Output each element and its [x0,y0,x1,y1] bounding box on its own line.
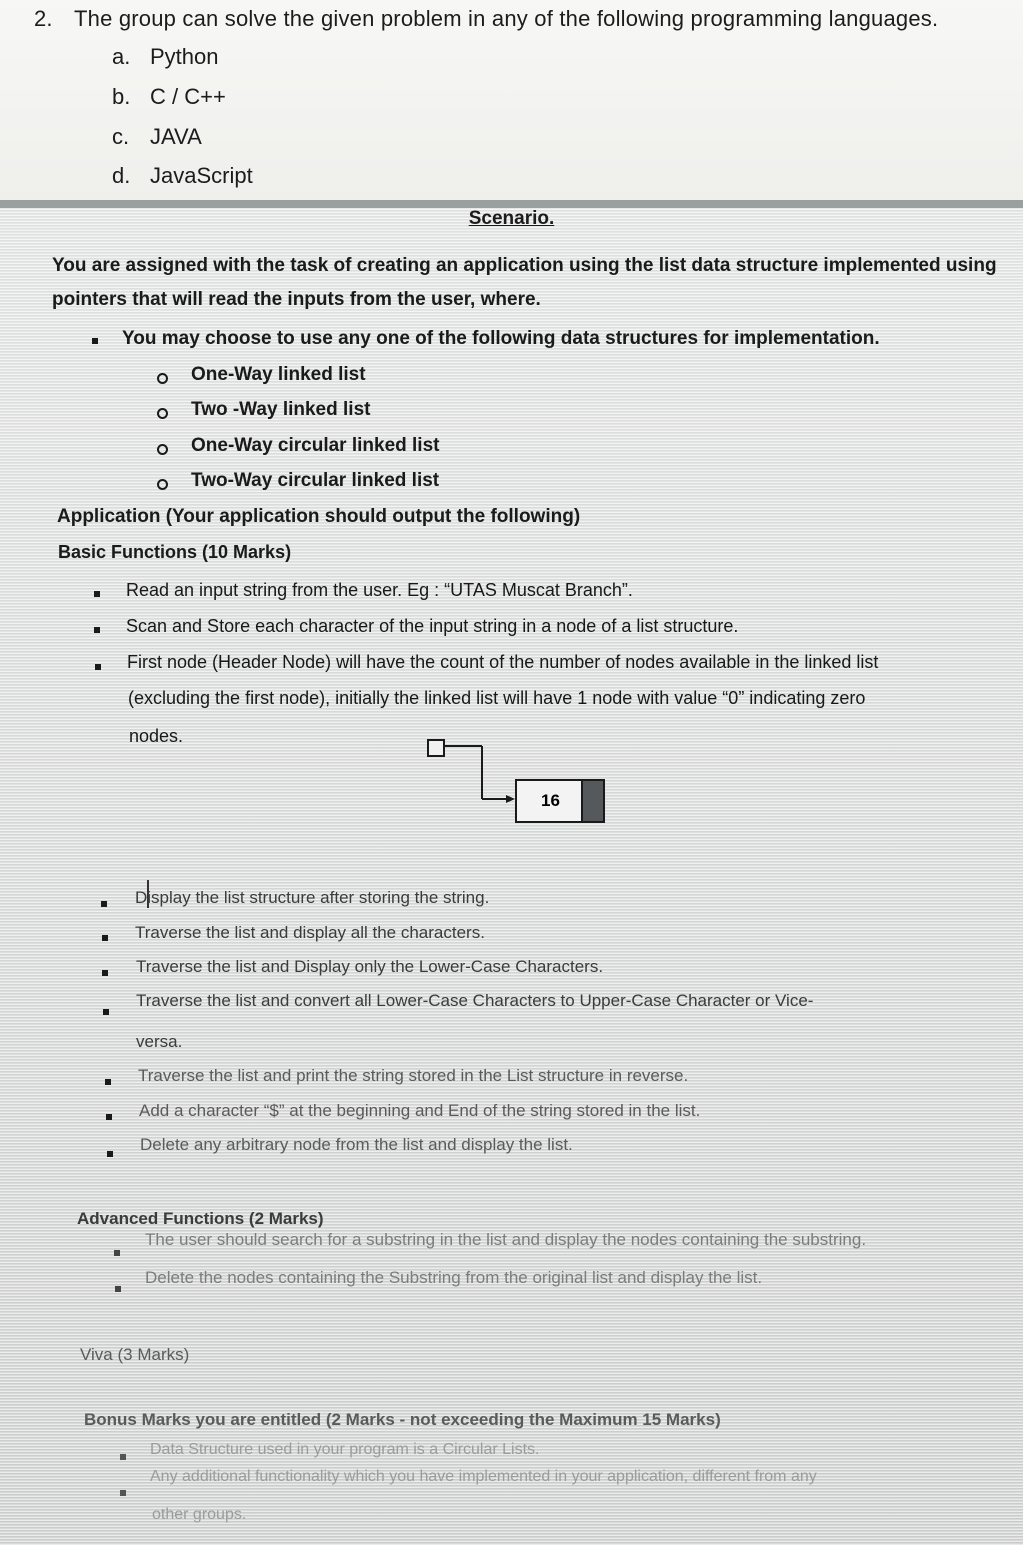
bullet-icon [120,1454,126,1460]
choose-structure-text: You may choose to use any one of the following data structures for implementation. [122,328,880,349]
node-value: 16 [541,791,560,810]
bullet-icon [101,901,107,907]
function-item: Traverse the list and print the string stored in the List structure in reverse. [138,1066,689,1085]
circle-bullet-icon [157,408,168,419]
screen-top-border [0,200,1023,208]
option-d: d. JavaScript [112,163,253,188]
function-item: Add a character “$” at the beginning and End of the string stored in the list. [139,1101,701,1120]
document-screen [0,200,1023,1545]
function-item: Delete any arbitrary node from the list and display the list. [140,1135,573,1154]
bullet-icon [92,338,98,344]
basic-item: Read an input string from the user. Eg : “UTAS Muscat Branch”. [126,580,633,600]
function-item: Display the list structure after storing the string. [135,888,490,907]
viva-heading: Viva (3 Marks) [80,1345,190,1364]
basic-functions-heading: Basic Functions (10 Marks) [58,542,292,562]
advanced-item: Delete the nodes containing the Substring from the original list and display the list. [145,1268,763,1287]
function-item: Traverse the list and convert all Lower-Case Characters to Upper-Case Character or Vice- [136,991,814,1010]
circle-bullet-icon [157,373,168,384]
scenario-intro-line1: You are assigned with the task of creating an application using the list data structure implemented using [52,255,997,276]
bullet-icon [102,935,108,941]
bullet-icon [107,1151,113,1157]
bonus-heading: Bonus Marks you are entitled (2 Marks - not exceeding the Maximum 15 Marks) [84,1410,721,1429]
advanced-functions-heading: Advanced Functions (2 Marks) [77,1209,324,1228]
bullet-icon [120,1490,126,1496]
basic-item: Scan and Store each character of the input string in a node of a list structure. [126,616,739,636]
option-c: c. JAVA [112,124,202,149]
bullet-icon [106,1114,112,1120]
structure-item: Two-Way circular linked list [191,470,440,491]
scenario-intro-line2: pointers that will read the inputs from the user, where. [52,289,541,310]
bullet-icon [94,591,100,597]
bullet-icon [115,1286,121,1292]
structure-item: Two -Way linked list [191,399,371,420]
function-item: Traverse the list and Display only the Lower-Case Characters. [136,957,604,976]
bullet-icon [114,1250,120,1256]
bonus-item-cont: other groups. [152,1506,247,1523]
bullet-icon [105,1079,111,1085]
bullet-icon [94,627,100,633]
bullet-icon [95,664,101,670]
printed-question [0,0,1023,200]
question-text: The group can solve the given problem in any of the following programming languages. [74,6,939,31]
bullet-icon [102,970,108,976]
option-b: b. C / C++ [112,84,226,109]
basic-item-cont: (excluding the first node), initially the linked list will have 1 node with value “0” indicating zero [128,688,866,708]
circle-bullet-icon [157,444,168,455]
function-item: Traverse the list and display all the characters. [135,923,485,942]
linked-list-diagram [420,735,620,830]
structure-item: One-Way linked list [191,364,366,385]
list-node [515,779,605,823]
bonus-item: Any additional functionality which you have implemented in your application, different from any [150,1468,817,1485]
bonus-item: Data Structure used in your program is a Circular Lists. [150,1441,540,1458]
question-line [34,6,938,32]
node-pointer-field [581,781,603,821]
function-item-cont: versa. [136,1032,183,1051]
application-heading: Application (Your application should output the following) [57,506,581,527]
question-number: 2. [34,6,53,31]
circle-bullet-icon [157,479,168,490]
option-a: a. Python [112,44,219,69]
structure-item: One-Way circular linked list [191,435,440,456]
scenario-title: Scenario. [468,208,555,229]
basic-item-cont: nodes. [129,726,184,746]
bullet-icon [103,1009,109,1015]
basic-item: First node (Header Node) will have the count of the number of nodes available in the linked list [127,652,879,672]
advanced-item: The user should search for a substring in the list and display the nodes containing the substring. [145,1230,867,1249]
